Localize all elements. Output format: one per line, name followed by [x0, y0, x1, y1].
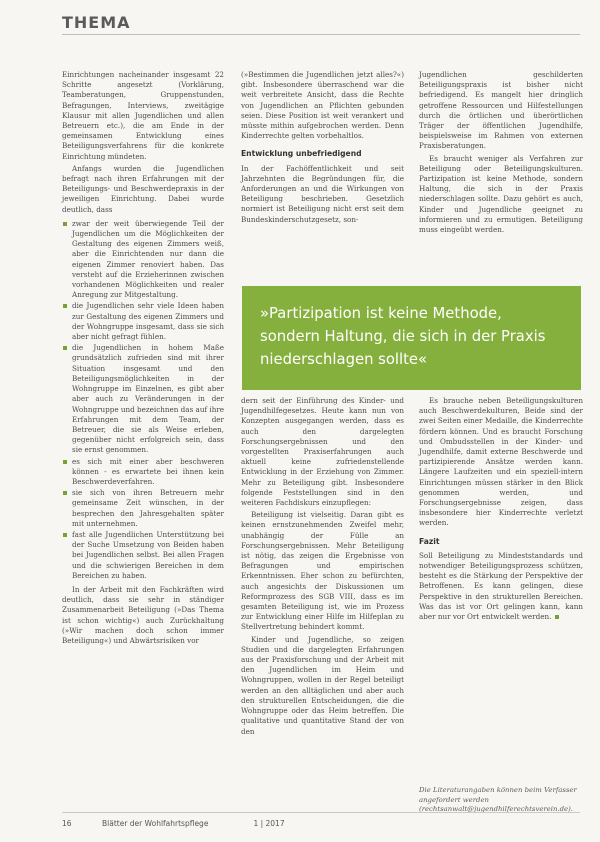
paragraph: Es brauche neben Beteiligungskulturen auch Beschwerdekulturen, Beide sind der zwei Seiten einer Medaille, die Kinderrechte fördern können. Und es braucht Forschung und Ombudsstellen in der Kinder- und Jugendhilfe, damit externe Beschwerde und partizipierende Ansätze werden kann. Längere Laufzeiten und ein speziell-intern Einrichtungen müssen stärker in den Blick genommen werden, und Forschungsergebnisse zeigen, dass insbesondere hier Kinderrechte verletzt werden.	[419, 396, 583, 528]
literature-note: Die Literaturangaben können beim Verfasser angefordert werden (rechtsanwalt@jugendhilferechtsverein.de).	[419, 786, 577, 814]
column-middle-top	[241, 70, 404, 227]
list-item: die Jugendlichen in hohem Maße grundsätzlich zufrieden sind mit ihrer Situation insgesamt und den Beteiligungsmöglichkeiten in der Wohngruppe im Einzelnen, es gibt aber aber auch zu Veränderungen in der Wohngruppe und bezeichnen das auf ihre Erfahrungen mit dem Team, der Betreuer, die sie als Weise erleben, gegenüber nicht erfolgreich sein, dass sie ernst genommen.	[62, 343, 224, 455]
page-footer	[62, 816, 580, 830]
publication-title: Blätter der Wohlfahrtspflege	[102, 818, 209, 828]
paragraph: Beteiligung ist vielseitig. Daran gibt es keinen ernstzunehmenden Zweifel mehr, unabhängig der Fülle an Forschungsergebnissen. Mehr Beteiligung ist nötig, das zeigen die Ergebnisse von Befragungen und empirischen Erkenntnissen. Eher schon zu befürchten, auch angesichts der Diskussionen um Reformprozess des SGB VIII, dass es im gesamten Beteiligung ist, wie im Prozess zur Entwicklung einer Hilfe im Hilfeplan zu Stellvertretung behindert kommt.	[241, 510, 404, 632]
paragraph: In der Arbeit mit den Fachkräften wird deutlich, dass sie sehr in ständiger Zusammenarbeit Beteiligung (»Das Thema ist schon wichtig«) auch Zurückhaltung (»Wir machen doch schon immer Beteiligung«) und Abwärtsrisiken vor	[62, 584, 224, 645]
subheading: Fazit	[419, 536, 440, 546]
issue-number: 1 | 2017	[253, 818, 285, 828]
paragraph: Kinder und Jugendliche, so zeigen Studien und die dargelegten Erfahrungen aus der Praxisforschung und der Arbeit mit den Jugendlichen im Heim und Wohngruppen, wollen in der Regel beteiligt werden an den alltäglichen und aber auch den strukturellen Entscheidungen, die die Wohngruppe oder das Heim betreffen. Die qualitative und quantitative Stand der von den	[241, 634, 404, 736]
pull-quote-text: »Partizipation ist keine Methode, sondern Haltung, die sich in der Praxis niederschlagen sollte«	[260, 305, 546, 368]
paragraph-text: Soll Beteiligung zu Mindeststandards und notwendiger Beteiligungsprozess schützen, besteht es die Stärkung der Perspektive der Betroffenen. Es kann gelingen, diese Perspektive in den strukturellen Bereichen. Was das ist vor Ort gelingen kann, kann aber nur vor Ort entwickelt werden.	[419, 550, 583, 622]
bullet-list	[62, 219, 224, 581]
end-mark-icon	[555, 615, 559, 619]
column-middle-bottom	[241, 396, 404, 739]
paragraph	[419, 551, 583, 622]
pull-quote	[242, 286, 581, 390]
column-left	[62, 70, 224, 648]
paragraph: In der Fachöffentlichkeit und seit Jahrzehnten die Begründungen für, die Anforderungen an und die Wirkungen von Beteiligung beschrieben. Gesetzlich normiert ist Beteiligung nicht erst seit dem Bundeskinderschutzgesetz, son-	[241, 163, 404, 224]
list-item: fast alle Jugendlichen Unterstützung bei der Suche Umsetzung von Beiden haben bei Jugendlichen selbst. Bei allen Fragen und die schwierigen Bereichen in dem Bereichen zu haben.	[62, 530, 224, 581]
footer-divider	[62, 812, 580, 813]
section-header	[62, 12, 580, 35]
column-right-top	[419, 70, 583, 237]
subheading: Entwicklung unbefriedigend	[241, 149, 362, 159]
list-item: sie sich von ihren Betreuern mehr gemeinsame Zeit wünschen, in der besprechen den Jahresgehalten später mit unternehmen.	[62, 488, 224, 529]
paragraph: Anfangs wurden die Jugendlichen befragt nach ihren Erfahrungen mit der Beteiligungs- und Beschwerdepraxis in der jeweiligen Einrichtung. Dabei wurde deutlich, dass	[62, 163, 224, 214]
list-item: zwar der weit überwiegende Teil der Jugendlichen um die Möglichkeiten der Gestaltung des eigenen Zimmers weiß, aber die Einrichtenden nur dann die eigenen Zimmer renoviert haben. Das versteht auf die Erzieherinnen zwischen vorhandenen Möglichkeiten und realer Anregung zur Mitgestaltung.	[62, 219, 224, 301]
paragraph: (»Bestimmen die Jugendlichen jetzt alles?«) gibt. Insbesondere überraschend war die weit verbreitete Ansicht, dass die Rechte von Jugendlichen an Pflichten gebunden seien. Diese Position ist weit verankert und müsste mithin aufgebrochen werden. Denn Kinderrechte gelten vorbehaltlos.	[241, 70, 404, 141]
list-item: es sich mit einer aber beschweren können - es erwartete bei ihnen kein Beschwerdeverfahren.	[62, 457, 224, 488]
section-title: THEMA	[62, 13, 131, 32]
column-right-bottom	[419, 396, 583, 624]
paragraph: Jugendlichen geschilderten Beteiligungspraxis ist bisher nicht befriedigend. Es mangelt hier dringlich getroffene Ressourcen und Hilfestellungen durch die örtlichen und überörtlichen Träger der öffentlichen Jugendhilfe, beispielsweise im Rahmen von externen Praxisberatungen.	[419, 70, 583, 151]
paragraph: dern seit der Einführung des Kinder- und Jugendhilfegesetzes. Heute kann nun von Konzepten ausgegangen werden, dass es auch den dargelegten Forschungsergebnissen und den vorgestellten Praxiserfahrungen auch aktuell keine zufriedenstellende Entwicklung in der Erziehung von Zimmer. Mehr zu Beteiligung gibt. Insbesondere folgende Feststellungen sind in den weiteren Fachdiskurs einzupflegen:	[241, 396, 404, 508]
paragraph: Einrichtungen nacheinander insgesamt 22 Schritte angesetzt (Vorklärung, Teamberatungen, Gruppenstunden, Befragungen, Interviews, zweitägige Klausur mit allen Jugendlichen und allen Betreuern etc.), die am Ende in der gemeinsamen Entwicklung eines Beteiligungsverfahrens für die konkrete Einrichtung mündeten.	[62, 70, 224, 161]
page-number: 16	[62, 818, 72, 828]
list-item: die Jugendlichen sehr viele Ideen haben zur Gestaltung des eigenen Zimmers und der Wohngruppe insgesamt, dass sie sich aber nicht gefragt fühlen.	[62, 301, 224, 342]
paragraph: Es braucht weniger als Verfahren zur Beteiligung oder Beteiligungskulturen. Partizipation ist keine Methode, sondern Haltung, die sich in der Praxis niederschlagen sollte. Dazu gehört es auch, Kinder und Jugendliche geeignet zu informieren und zu ermutigen. Beteiligung muss eingeübt werden.	[419, 153, 583, 235]
